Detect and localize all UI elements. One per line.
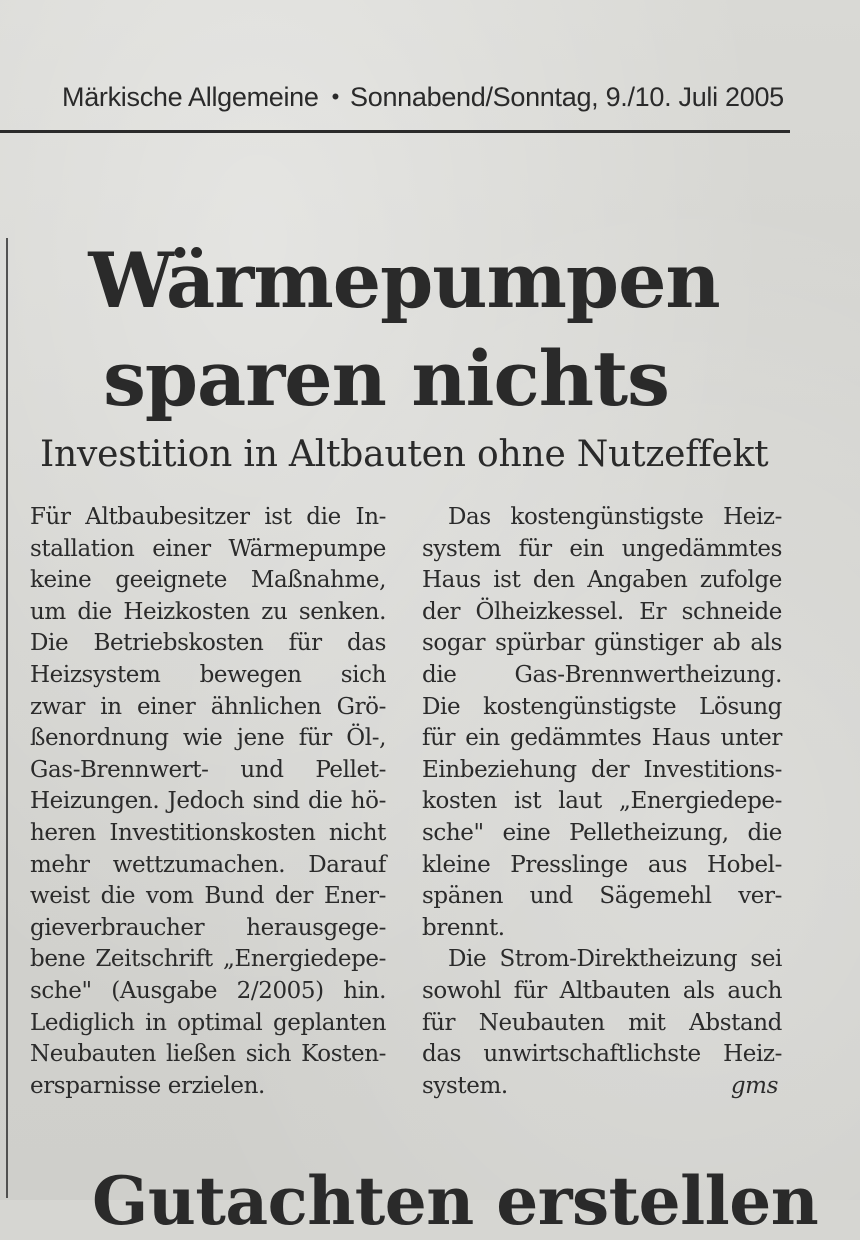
article-subheadline: Investition in Altbauten ohne Nutzeffekt xyxy=(40,434,769,475)
article-text-line: zwar in einer ähnlichen Grö- xyxy=(30,693,386,720)
article-text-line: Das kostengünstigste Heiz- xyxy=(448,504,782,530)
article-text-line: Die Strom-Direktheizung sei xyxy=(448,946,782,973)
next-article-headline-partial: Gutachten erstellen xyxy=(92,1162,819,1240)
article-text-line: Die kostengünstigste Lösung xyxy=(422,693,782,720)
article-text-line: Lediglich in optimal geplanten xyxy=(30,1009,386,1036)
article-text-line: kosten ist laut „Energiedepe- xyxy=(422,788,782,815)
masthead-separator: • xyxy=(331,84,340,109)
article-text-line: spänen und Sägemehl ver- xyxy=(422,883,782,910)
article-text-line: brennt. xyxy=(422,914,505,941)
headline-line-2: sparen nichts xyxy=(103,334,669,423)
author-signoff: gms xyxy=(730,1072,778,1099)
article-text-line: der Ölheizkessel. Er schneide xyxy=(422,598,782,625)
newspaper-name: Märkische Allgemeine xyxy=(62,82,319,112)
article-text-line: für ein gedämmtes Haus unter xyxy=(422,725,782,752)
article-text-line: das unwirtschaftlichste Heiz- xyxy=(422,1041,782,1068)
article-text-line: die Gas-Brennwertheizung. xyxy=(422,661,782,688)
article-text-line: sche" eine Pelletheizung, die xyxy=(422,819,782,846)
article-text-line: heren Investitionskosten nicht xyxy=(30,819,386,846)
article-text-line: system. xyxy=(422,1072,508,1099)
masthead xyxy=(62,82,802,113)
article-text-line: Neubauten ließen sich Kosten- xyxy=(30,1041,386,1068)
article-text-line: Heizungen. Jedoch sind die hö- xyxy=(30,788,386,815)
article-text-line: Die Betriebskosten für das xyxy=(30,630,386,657)
article-text-line: weist die vom Bund der Ener- xyxy=(30,883,386,910)
article-text-line: bene Zeitschrift „Energiedepe- xyxy=(30,946,386,973)
headline-line-1: Wärmepumpen xyxy=(88,236,720,325)
article-text-line: kleine Presslinge aus Hobel- xyxy=(422,851,782,878)
article-text-line: ßenordnung wie jene für Öl-, xyxy=(30,725,386,752)
masthead-rule xyxy=(0,130,790,133)
article-text-line: für Neubauten mit Abstand xyxy=(422,1009,782,1036)
article-text-line: um die Heizkosten zu senken. xyxy=(30,598,386,625)
article-text-line: Für Altbaubesitzer ist die In- xyxy=(30,504,386,530)
article-column-left xyxy=(30,502,386,1102)
article-text-line: gieverbraucher herausgege- xyxy=(30,914,386,941)
article-text-line: system für ein ungedämmtes xyxy=(422,535,782,562)
article-text-line: Haus ist den Angaben zufolge xyxy=(422,567,782,594)
article-text-line: Einbeziehung der Investitions- xyxy=(422,756,782,783)
article-text-line: mehr wettzumachen. Darauf xyxy=(30,851,386,878)
issue-date: Sonnabend/Sonntag, 9./10. Juli 2005 xyxy=(350,82,784,112)
article-text-line: keine geeignete Maßnahme, xyxy=(30,567,386,594)
article-text-line: ersparnisse erzielen. xyxy=(30,1072,265,1099)
article-text-line: Gas-Brennwert- und Pellet- xyxy=(30,756,386,783)
article-headline xyxy=(0,232,860,428)
article-text-line: stallation einer Wärmepumpe xyxy=(30,535,386,562)
article-text-line: sogar spürbar günstiger ab als xyxy=(422,630,782,657)
article-column-right xyxy=(422,502,782,1102)
article-text-line: Heizsystem bewegen sich xyxy=(30,661,386,688)
article-text-line: sowohl für Altbauten als auch xyxy=(422,977,782,1004)
article-text-line: sche" (Ausgabe 2/2005) hin. xyxy=(30,977,386,1004)
